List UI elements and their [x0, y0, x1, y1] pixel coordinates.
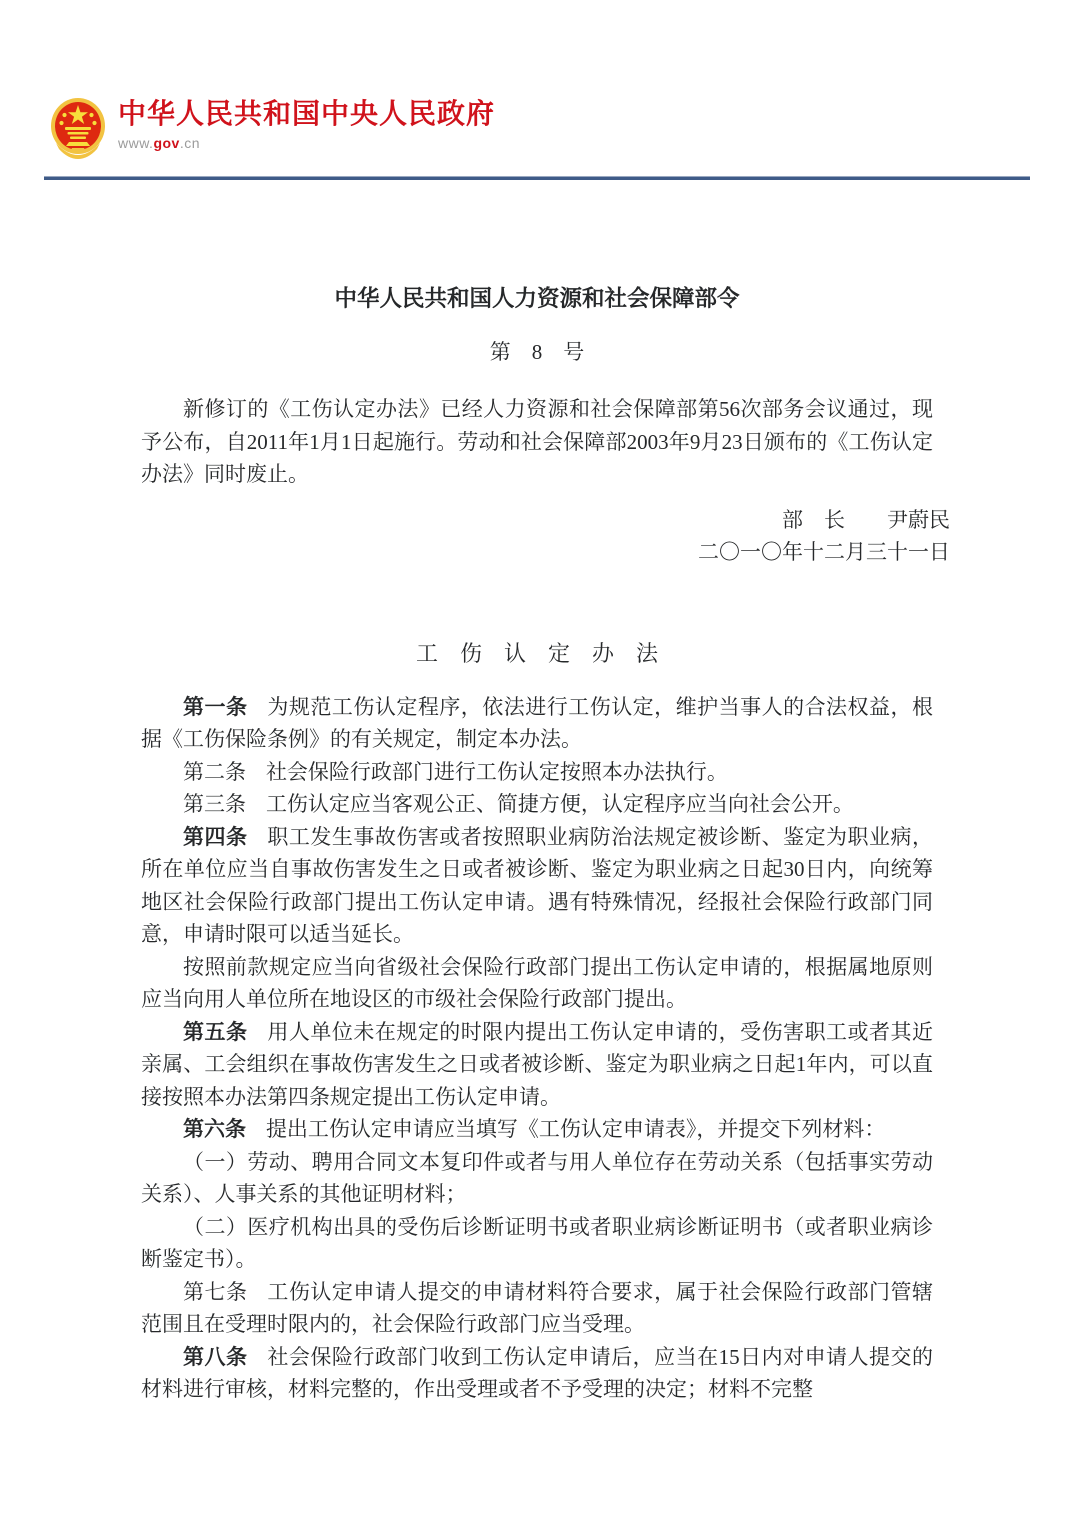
article-number: 第三条: [183, 792, 246, 816]
article-number: 第五条: [183, 1019, 248, 1044]
preamble-paragraph: 新修订的《工伤认定办法》已经人力资源和社会保障部第56次部务会议通过，现予公布，自2011年1月1日起施行。劳动和社会保障部2003年9月23日颁布的《工伤认定办法》同时废止。: [141, 397, 933, 486]
article-paragraph: 第五条 用人单位未在规定的时限内提出工伤认定申请的，受伤害职工或者其近亲属、工会组织在事故伤害发生之日或者被诊断、鉴定为职业病之日起1年内，可以直接按照本办法第四条规定提出工伤认定申请。: [141, 1019, 934, 1109]
url-prefix: www.: [118, 135, 154, 151]
site-url[interactable]: [118, 135, 495, 151]
document-title: 中华人民共和国人力资源和社会保障部令: [334, 286, 740, 311]
body-paragraph: （二）医疗机构出具的受伤后诊断证明书或者职业病诊断证明书（或者职业病诊断鉴定书）。: [141, 1214, 933, 1271]
signature-block: [158, 504, 950, 569]
body-paragraph: 按照前款规定应当向省级社会保险行政部门提出工伤认定申请的，根据属地原则应当向用人单位所在地设区的市级社会保险行政部门提出。: [141, 954, 933, 1011]
document-body: [141, 284, 950, 1406]
regulation-title: 工 伤 认 定 办 法: [415, 640, 658, 666]
articles-container: [141, 691, 933, 1406]
article-paragraph: 第七条 工伤认定申请人提交的申请材料符合要求，属于社会保险行政部门管辖范围且在受理时限内的，社会保险行政部门应当受理。: [141, 1279, 934, 1336]
url-suffix: .cn: [179, 135, 201, 151]
article-paragraph: 第二条 社会保险行政部门进行工伤认定按照本办法执行。: [183, 759, 728, 784]
header-divider: [44, 176, 1030, 180]
article-number: 第八条: [183, 1344, 248, 1369]
article-number: 第一条: [183, 694, 248, 719]
article-number: 第七条: [183, 1279, 248, 1304]
article-number: 第六条: [183, 1117, 246, 1141]
article-number: 第二条: [183, 759, 246, 784]
site-title[interactable]: 中华人民共和国中央人民政府: [118, 98, 496, 129]
article-paragraph: 第六条 提出工伤认定申请应当填写《工伤认定申请表》，并提交下列材料：: [183, 1117, 886, 1141]
national-emblem-icon[interactable]: [49, 97, 107, 166]
decree-date: 二〇一〇年十二月三十一日: [698, 540, 950, 564]
minister-signature: 部 长 尹蔚民: [782, 507, 950, 532]
url-gov: gov: [153, 135, 180, 151]
site-header: [0, 0, 1074, 180]
article-paragraph: 第八条 社会保险行政部门收到工伤认定申请后，应当在15日内对申请人提交的材料进行审核，材料完整的，作出受理或者不予受理的决定；材料不完整: [141, 1344, 934, 1401]
article-paragraph: 第三条 工伤认定应当客观公正、简捷方便，认定程序应当向社会公开。: [183, 792, 854, 816]
article-paragraph: 第一条 为规范工伤认定程序，依法进行工伤认定，维护当事人的合法权益，根据《工伤保险条例》的有关规定，制定本办法。: [141, 694, 934, 751]
article-paragraph: 第四条 职工发生事故伤害或者按照职业病防治法规定被诊断、鉴定为职业病，所在单位应当自事故伤害发生之日或者被诊断、鉴定为职业病之日起30日内，向统筹地区社会保险行政部门提出工伤认定申请。遇有特殊情况，经报社会保险行政部门同意，申请时限可以适当延长。: [141, 824, 934, 946]
article-number: 第四条: [183, 824, 248, 849]
decree-number: 第 8 号: [489, 340, 585, 364]
body-paragraph: （一）劳动、聘用合同文本复印件或者与用人单位存在劳动关系（包括事实劳动关系）、人事关系的其他证明材料；: [141, 1149, 933, 1206]
